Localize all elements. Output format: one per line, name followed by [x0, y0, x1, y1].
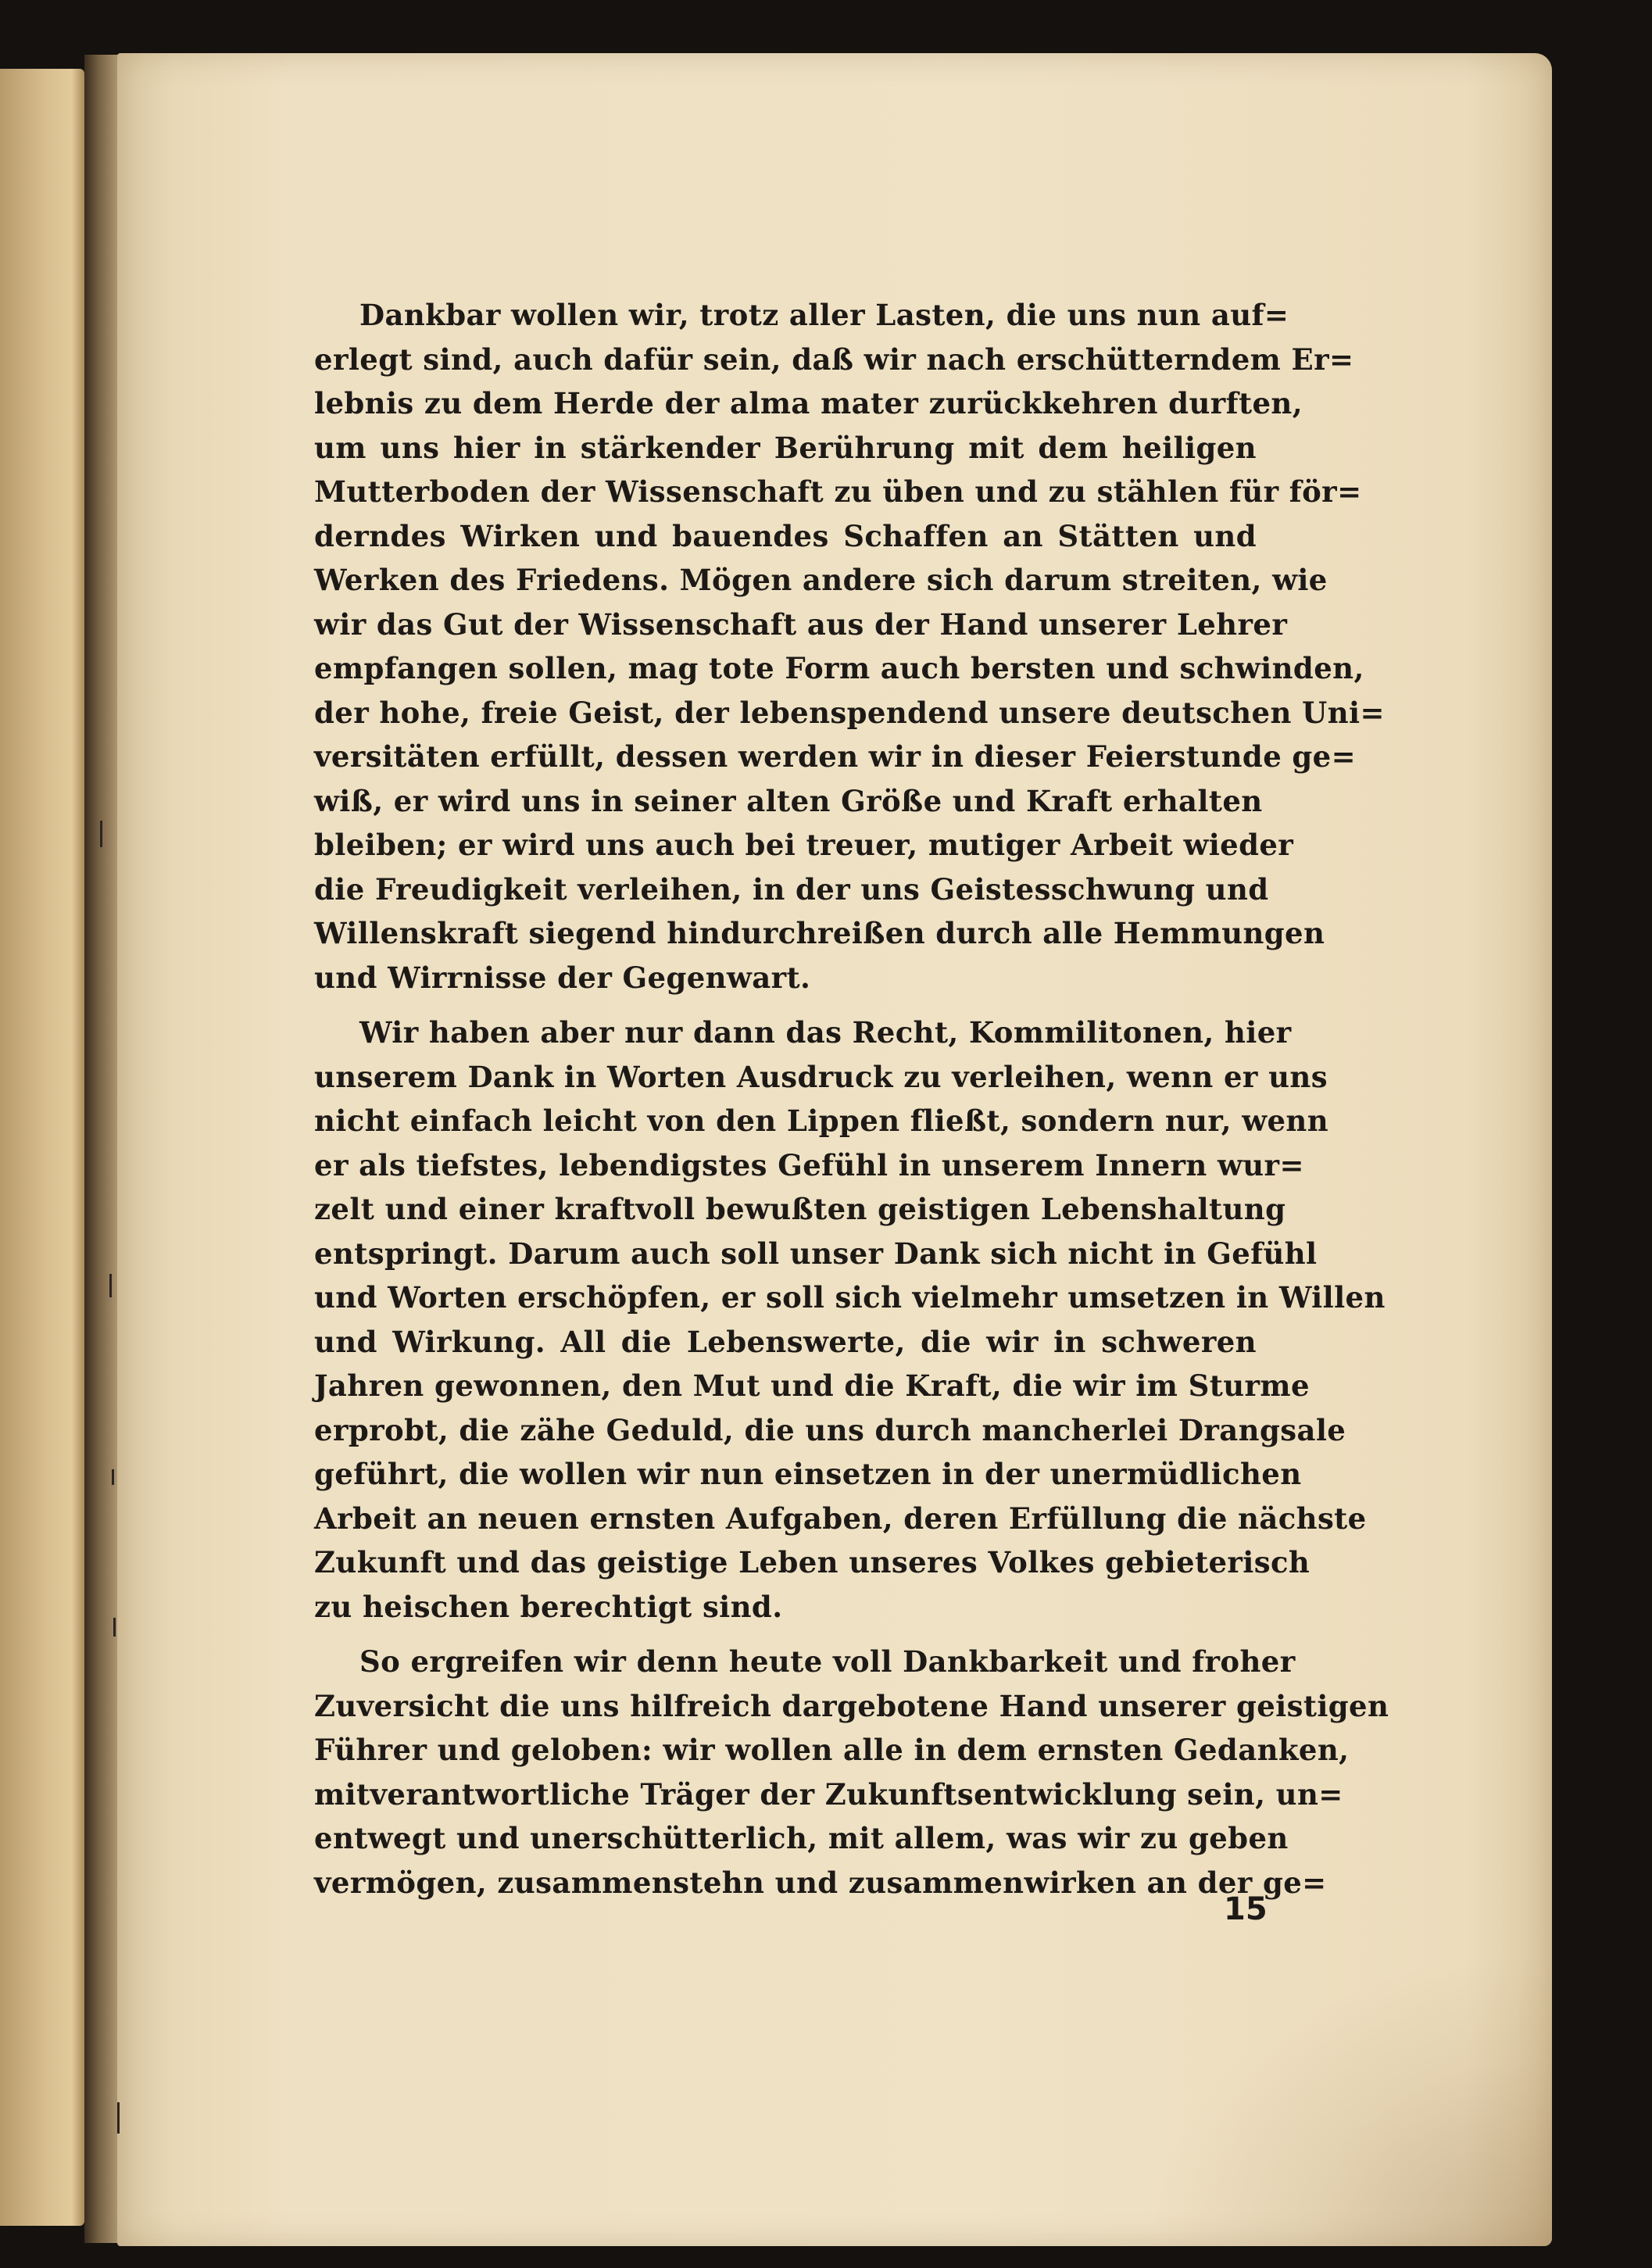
- paragraph: [314, 1011, 1386, 1629]
- text-line: vermögen, zusammenstehn und zusammenwirken an der ge=: [314, 1865, 1327, 1900]
- text-line: Jahren gewonnen, den Mut und die Kraft, die wir im Sturme: [314, 1368, 1310, 1403]
- text-line: Wir haben aber nur dann das Recht, Kommilitonen, hier: [359, 1015, 1292, 1050]
- text-line: Willenskraft siegend hindurchreißen durch alle Hemmungen: [314, 916, 1325, 950]
- text-line: So ergreifen wir denn heute voll Dankbarkeit und froher: [359, 1644, 1296, 1679]
- text-line: Zuversicht die uns hilfreich dargebotene Hand unserer geistigen: [314, 1688, 1389, 1723]
- text-line: unserem Dank in Worten Ausdruck zu verleihen, wenn er uns: [314, 1059, 1328, 1094]
- text-line: und Wirkung. All die Lebenswerte, die wir in schweren: [314, 1324, 1257, 1359]
- text-line: geführt, die wollen wir nun einsetzen in der unermüdlichen: [314, 1457, 1302, 1491]
- margin-mark: [113, 1618, 116, 1637]
- text-line: mitverantwortliche Träger der Zukunftsentwicklung sein, un=: [314, 1776, 1343, 1812]
- text-line: empfangen sollen, mag tote Form auch bersten und schwinden,: [314, 651, 1364, 685]
- text-line: wir das Gut der Wissenschaft aus der Hand unserer Lehrer: [314, 606, 1288, 642]
- text-line: um uns hier in stärkender Berührung mit dem heiligen: [314, 430, 1257, 465]
- margin-mark: [109, 1274, 112, 1297]
- text-line: Dankbar wollen wir, trotz aller Lasten, die uns nun auf=: [359, 298, 1289, 332]
- text-line: nicht einfach leicht von den Lippen fließt, sondern nur, wenn: [314, 1104, 1328, 1138]
- text-line: lebnis zu dem Herde der alma mater zurückkehren durften,: [314, 386, 1303, 420]
- text-line: zelt und einer kraftvoll bewußten geistigen Lebenshaltung: [314, 1192, 1286, 1226]
- left-page-edge: [0, 69, 84, 2226]
- paragraph: [314, 293, 1385, 1000]
- text-line: Mutterboden der Wissenschaft zu üben und zu stählen für för=: [314, 474, 1362, 509]
- text-line: und Wirrnisse der Gegenwart.: [314, 960, 811, 995]
- page-number: 15: [1224, 1891, 1268, 1927]
- text-line: entspringt. Darum auch soll unser Dank sich nicht in Gefühl: [314, 1236, 1318, 1271]
- margin-mark: [100, 821, 102, 847]
- text-line: Arbeit an neuen ernsten Aufgaben, deren Erfüllung die nächste: [314, 1501, 1367, 1536]
- body-text: [314, 293, 1389, 1916]
- paragraph: [314, 1640, 1389, 1905]
- text-line: erprobt, die zähe Geduld, die uns durch mancherlei Drangsale: [314, 1412, 1346, 1447]
- text-line: zu heischen berechtigt sind.: [314, 1589, 783, 1624]
- margin-mark: [112, 1469, 114, 1485]
- text-line: die Freudigkeit verleihen, in der uns Geistesschwung und: [314, 871, 1269, 907]
- text-line: der hohe, freie Geist, der lebenspendend unsere deutschen Uni=: [314, 695, 1385, 730]
- text-line: wiß, er wird uns in seiner alten Größe und Kraft erhalten: [314, 783, 1263, 818]
- text-line: erlegt sind, auch dafür sein, daß wir nach erschütterndem Er=: [314, 342, 1354, 377]
- text-line: entwegt und unerschütterlich, mit allem, was wir zu geben: [314, 1821, 1289, 1855]
- text-line: bleiben; er wird uns auch bei treuer, mutiger Arbeit wieder: [314, 828, 1294, 862]
- text-line: derndes Wirken und bauendes Schaffen an Stätten und: [314, 518, 1257, 553]
- text-line: versitäten erfüllt, dessen werden wir in dieser Feierstunde ge=: [314, 739, 1357, 774]
- text-line: Führer und geloben: wir wollen alle in dem ernsten Gedanken,: [314, 1733, 1350, 1767]
- text-line: er als tiefstes, lebendigstes Gefühl in unserem Innern wur=: [314, 1147, 1304, 1182]
- text-line: Werken des Friedens. Mögen andere sich darum streiten, wie: [314, 563, 1328, 597]
- text-line: Zukunft und das geistige Leben unseres Volkes gebieterisch: [314, 1545, 1311, 1579]
- text-line: und Worten erschöpfen, er soll sich vielmehr umsetzen in Willen: [314, 1280, 1386, 1315]
- margin-mark: [117, 2102, 120, 2134]
